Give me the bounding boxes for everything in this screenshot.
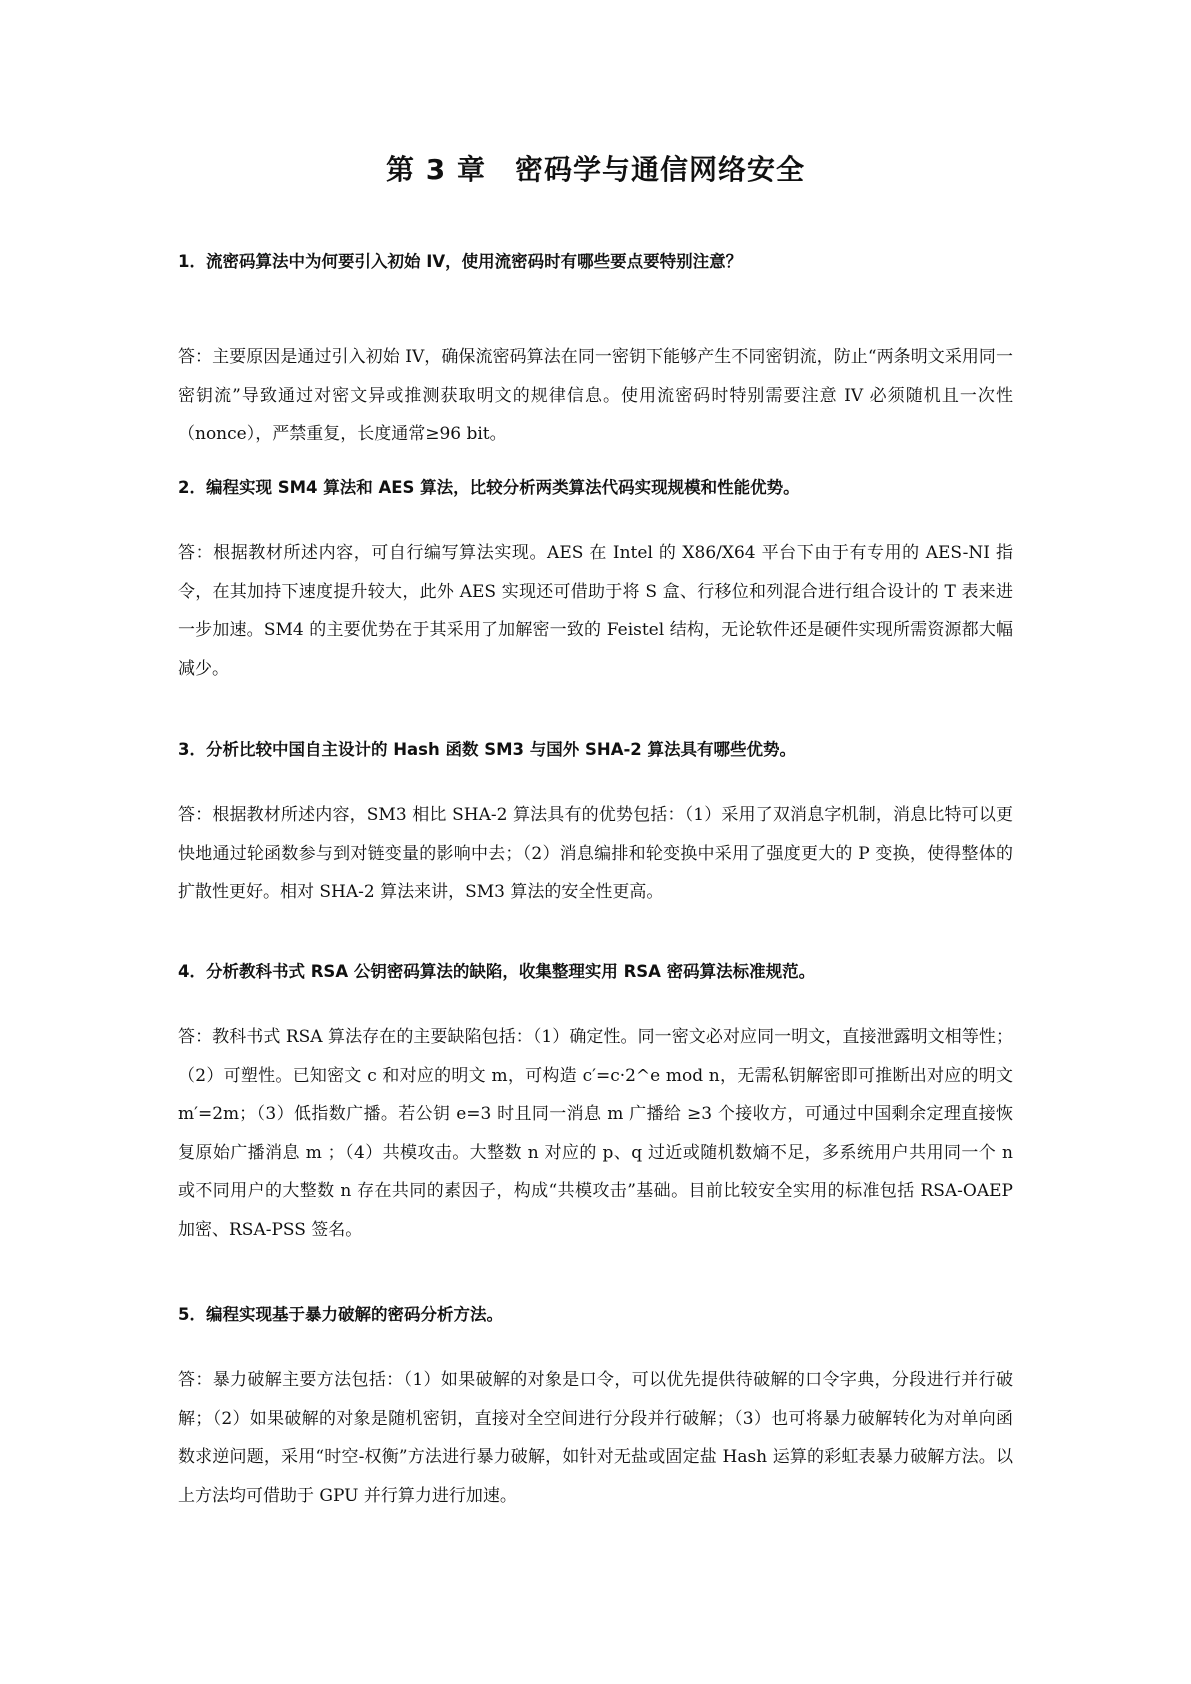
question-3: 3．分析比较中国自主设计的 Hash 函数 SM3 与国外 SHA-2 算法具有哪些优势。	[178, 740, 797, 759]
question-5: 5．编程实现基于暴力破解的密码分析方法。	[178, 1305, 503, 1324]
answer-3: 答：根据教材所述内容，SM3 相比 SHA-2 算法具有的优势包括：（1）采用了双消息字机制，消息比特可以更快地通过轮函数参与到对链变量的影响中去；（2）消息编排和轮变换中采用了强度更大的 P 变换，使得整体的扩散性更好。相对 SHA-2 算法来讲，SM3 算法的安全性更高。	[178, 805, 1013, 902]
answer-1: 答：主要原因是通过引入初始 IV，确保流密码算法在同一密钥下能够产生不同密钥流，防止“两条明文采用同一密钥流”导致通过对密文异或推测获取明文的规律信息。使用流密码时特别需要注意 IV 必须随机且一次性（nonce），严禁重复，长度通常≥96 bit。	[178, 347, 1013, 444]
answer-2: 答：根据教材所述内容，可自行编写算法实现。AES 在 Intel 的 X86/X64 平台下由于有专用的 AES-NI 指令，在其加持下速度提升较大，此外 AES 实现还可借助于将 S 盒、行移位和列混合进行组合设计的 T 表来进一步加速。SM4 的主要优势在于其采用了加解密一致的 Feistel 结构，无论软件还是硬件实现所需资源都大幅减少。	[178, 543, 1013, 679]
question-4: 4．分析教科书式 RSA 公钥密码算法的缺陷，收集整理实用 RSA 密码算法标准规范。	[178, 962, 816, 981]
question-2: 2．编程实现 SM4 算法和 AES 算法，比较分析两类算法代码实现规模和性能优势。	[178, 478, 800, 497]
answer-4: 答：教科书式 RSA 算法存在的主要缺陷包括：（1）确定性。同一密文必对应同一明文，直接泄露明文相等性；（2）可塑性。已知密文 c 和对应的明文 m，可构造 c′=c·2^e mod n，无需私钥解密即可推断出对应的明文 m′=2m；（3）低指数广播。若公钥 e=3 时且同一消息 m 广播给 ≥3 个接收方，可通过中国剩余定理直接恢复原始广播消息 m ；（4）共模攻击。大整数 n 对应的 p、q 过近或随机数熵不足，多系统用户共用同一个 n 或不同用户的大整数 n 存在共同的素因子，构成“共模攻击”基础。目前比较安全实用的标准包括 RSA-OAEP 加密、RSA-PSS 签名。	[178, 1027, 1013, 1240]
chapter-title: 第 3 章 密码学与通信网络安全	[386, 153, 805, 186]
question-1: 1．流密码算法中为何要引入初始 IV，使用流密码时有哪些要点要特别注意？	[178, 252, 743, 271]
answer-5: 答：暴力破解主要方法包括：（1）如果破解的对象是口令，可以优先提供待破解的口令字典，分段进行并行破解；（2）如果破解的对象是随机密钥，直接对全空间进行分段并行破解；（3）也可将暴力破解转化为对单向函数求逆问题，采用“时空-权衡”方法进行暴力破解，如针对无盐或固定盐 Hash 运算的彩虹表暴力破解方法。以上方法均可借助于 GPU 并行算力进行加速。	[178, 1370, 1013, 1506]
